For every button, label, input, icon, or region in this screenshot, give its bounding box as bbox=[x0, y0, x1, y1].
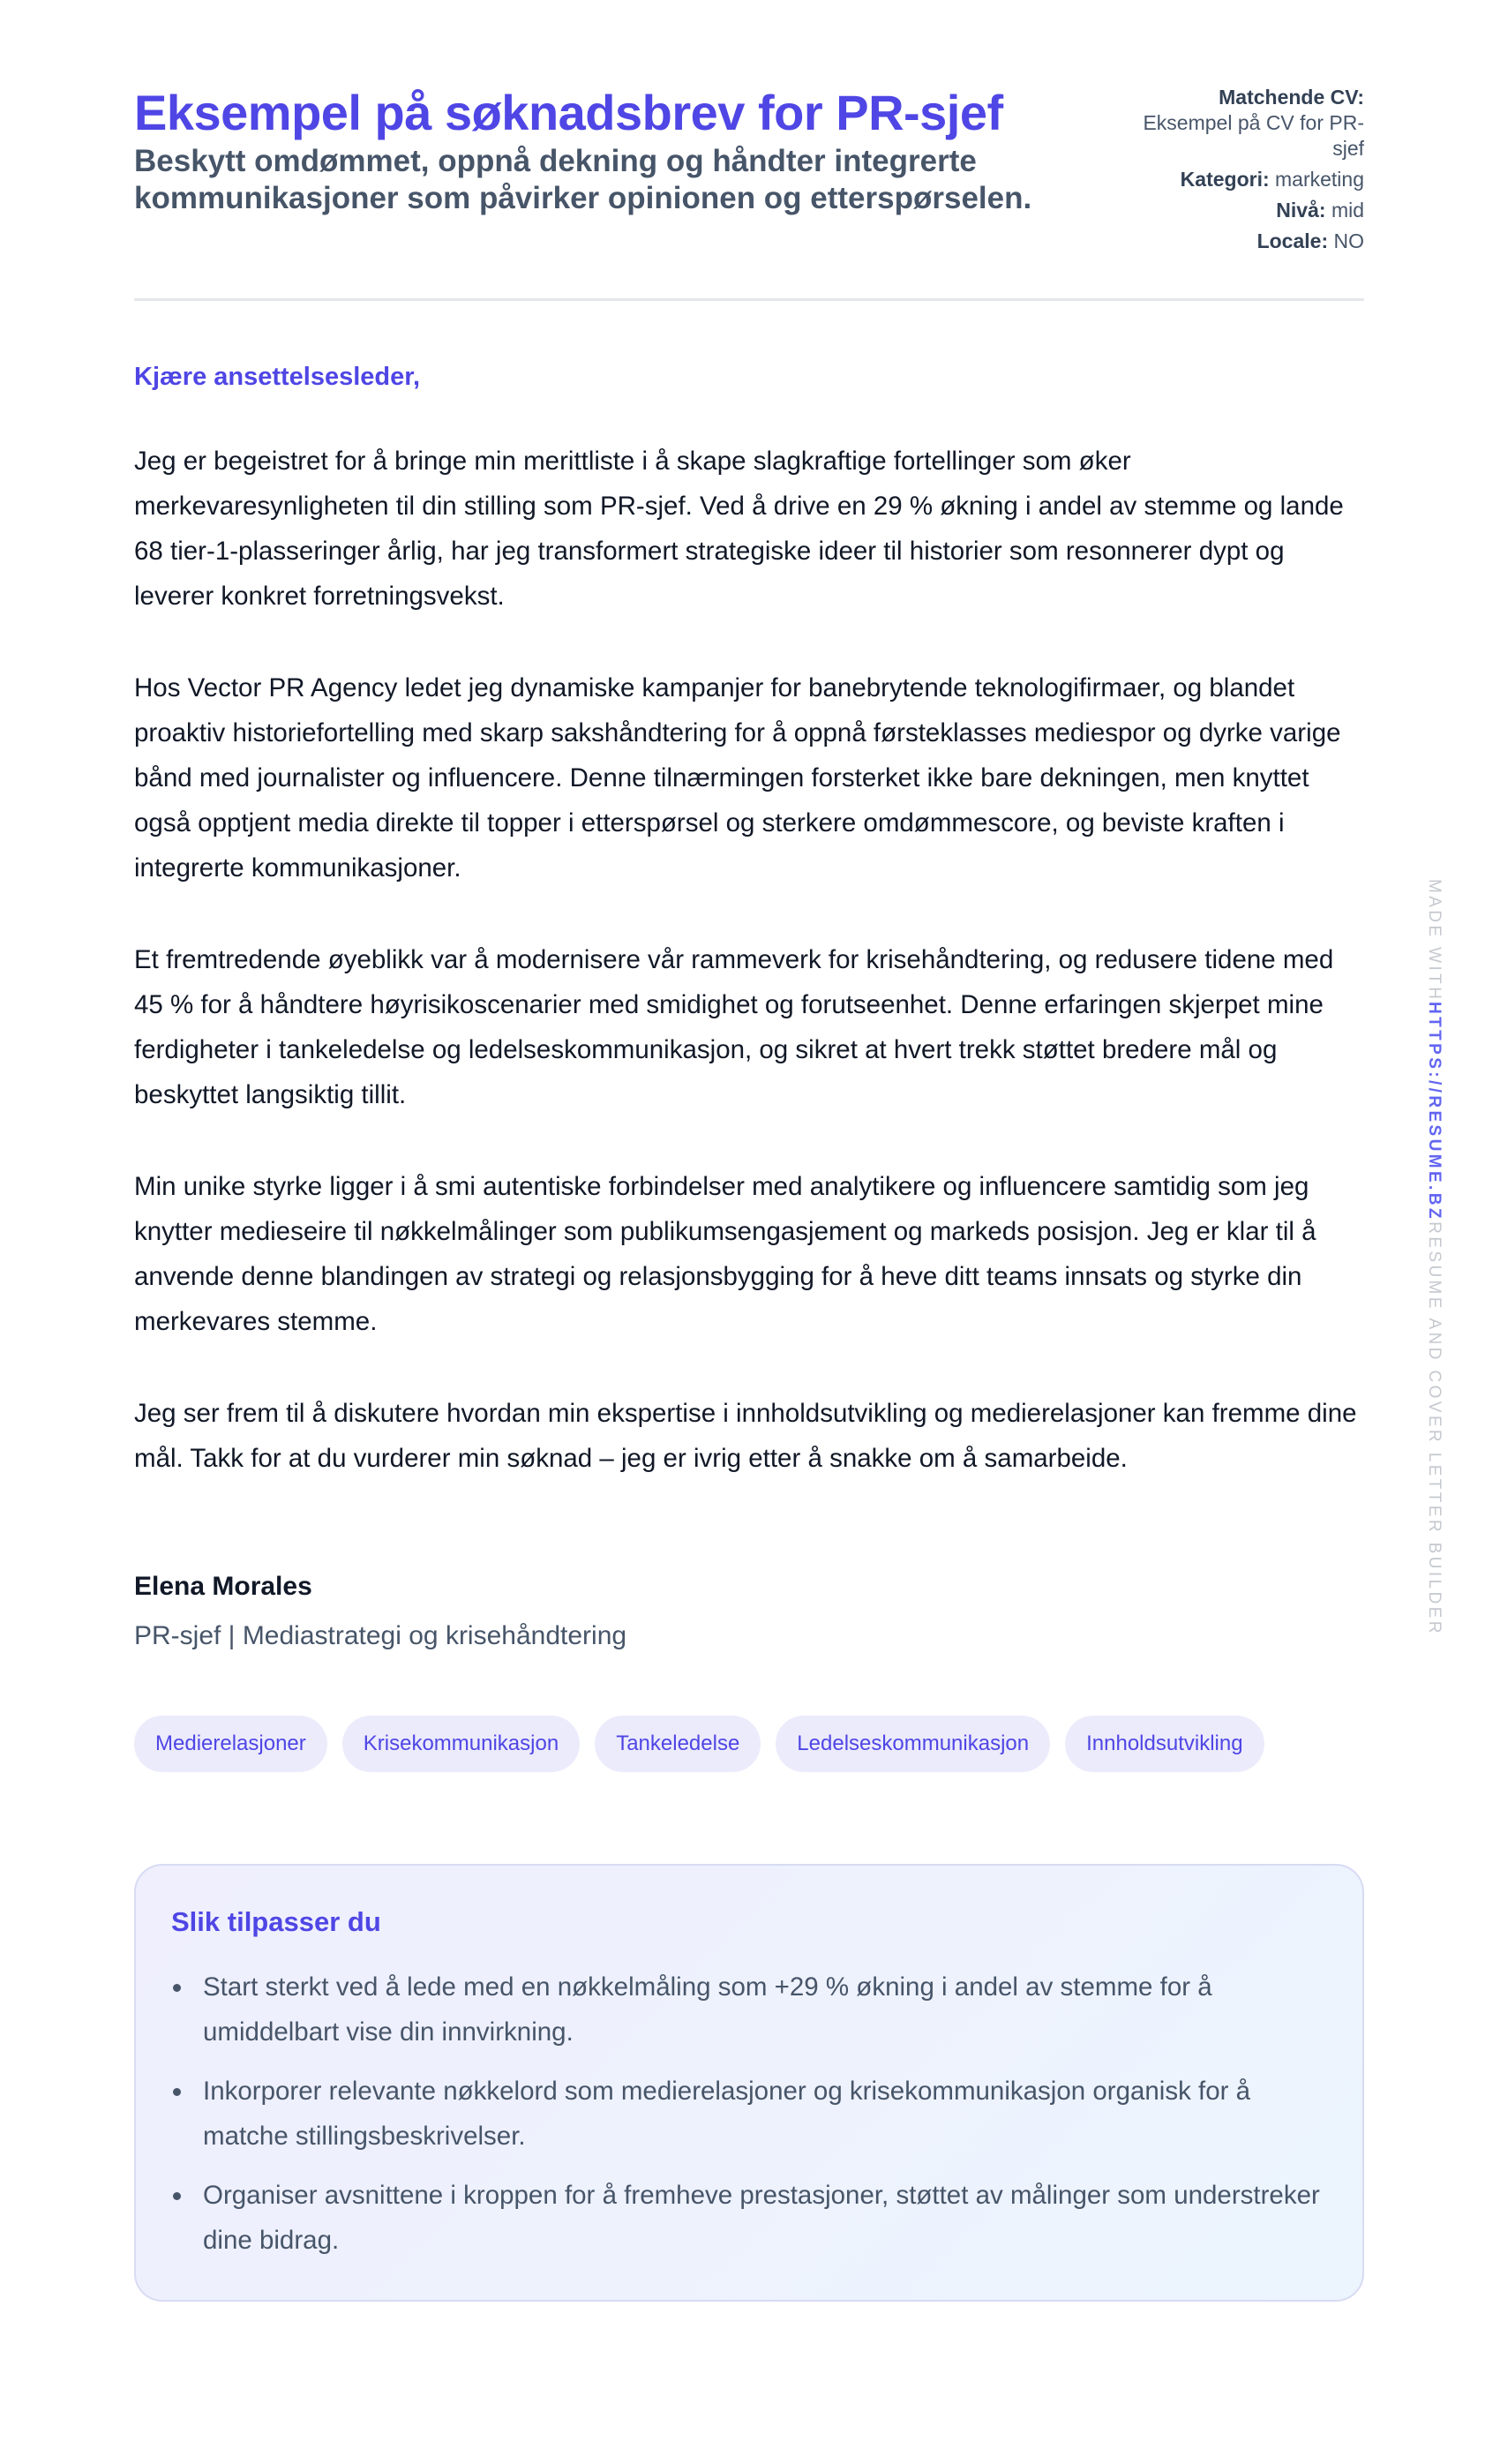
tips-title: Slik tilpasser du bbox=[171, 1906, 381, 1937]
letter-paragraph: Hos Vector PR Agency ledet jeg dynamiske kampanjer for banebrytende teknologifirmaer, og blandet proaktiv historiefortelling med skarp sakshåndtering for å oppnå førsteklasses mediespor og dyrke varige bånd med journalister og influencere. Denne tilnærmingen forsterket ikke bare dekningen, men knyttet også opptjent media direkte til topper i etterspørsel og sterkere omdømmescore, og beviste kraften i integrerte kommunikasjoner. bbox=[134, 673, 1341, 883]
letter-paragraph: Min unike styrke ligger i å smi autentiske forbindelser med analytikere og influencere samtidig som jeg knytter medieseire til nøkkelmålinger som publikumsengasjement og markeds posisjon. Jeg er klar til å anvende denne blandingen av strategi og relasjonsbygging for å heve ditt teams innsats og styrke din merkevares stemme. bbox=[134, 1172, 1316, 1336]
signature-role: PR-sjef | Mediastrategi og krisehåndtering bbox=[134, 1621, 627, 1650]
tip-text: Start sterkt ved å lede med en nøkkelmåling som +29 % økning i andel av stemme for å umiddelbart vise din innvirkning. bbox=[203, 1972, 1212, 2047]
tip-item bbox=[171, 2173, 1327, 2263]
meta-level bbox=[1135, 198, 1364, 223]
page-title: Eksempel på søknadsbrev for PR-sjef bbox=[134, 85, 1003, 140]
watermark-link[interactable]: HTTPS://RESUME.BZ bbox=[1425, 1002, 1444, 1222]
watermark-suffix: RESUME AND COVER LETTER BUILDER bbox=[1425, 1221, 1444, 1636]
meta-category-label: Kategori: bbox=[1180, 168, 1270, 191]
letter-body bbox=[134, 301, 1364, 2302]
meta-level-value: mid bbox=[1331, 199, 1364, 222]
tip-item bbox=[171, 2069, 1327, 2159]
skill-tag: Krisekommunikasjon bbox=[342, 1716, 580, 1772]
customization-tips-box bbox=[134, 1864, 1364, 2302]
meta-matching-cv bbox=[1135, 85, 1364, 162]
skill-tag: Tankeledelse bbox=[595, 1716, 761, 1772]
letter-paragraph: Jeg ser frem til å diskutere hvordan min ekspertise i innholdsutvikling og medierelasjoner kan fremme dine mål. Takk for at du vurderer min søknad – jeg er ivrig etter å snakke om å samarbeide. bbox=[134, 1399, 1357, 1473]
meta-matching-cv-label: Matchende CV: bbox=[1219, 86, 1364, 109]
meta-category bbox=[1135, 167, 1364, 192]
skill-tag: Ledelseskommunikasjon bbox=[776, 1716, 1050, 1772]
skill-tag: Medierelasjoner bbox=[134, 1716, 327, 1772]
letter-greeting: Kjære ansettelsesleder, bbox=[134, 363, 421, 391]
skill-tags bbox=[134, 1716, 1364, 1772]
page-subtitle: Beskytt omdømmet, oppnå dekning og håndter integrerte kommunikasjoner som påvirker opinionen og etterspørselen. bbox=[134, 144, 1032, 215]
tip-text: Inkorporer relevante nøkkelord som medierelasjoner og krisekommunikasjon organisk for å matche stillingsbeskrivelser. bbox=[203, 2077, 1251, 2151]
tip-item bbox=[171, 1964, 1327, 2055]
tip-text: Organiser avsnittene i kroppen for å fremheve prestasjoner, støttet av målinger som understreker dine bidrag. bbox=[203, 2181, 1320, 2255]
watermark-prefix: MADE WITH bbox=[1425, 879, 1444, 1003]
cover-letter-page bbox=[134, 0, 1364, 2302]
made-with-watermark bbox=[1424, 879, 1444, 1636]
meta-locale-value: NO bbox=[1333, 229, 1364, 252]
letter-paragraph: Et fremtredende øyeblikk var å modernisere vår rammeverk for krisehåndtering, og redusere tidene med 45 % for å håndtere høyrisikoscenarier med smidighet og forutseenhet. Denne erfaringen skjerpet mine ferdigheter i tankeledelse og ledelseskommunikasjon, og sikret at hvert trekk støttet bredere mål og beskyttet langsiktig tillit. bbox=[134, 945, 1334, 1109]
tips-list bbox=[171, 1964, 1327, 2263]
bullet-icon bbox=[173, 2088, 181, 2096]
meta-category-value: marketing bbox=[1275, 168, 1364, 191]
bullet-icon bbox=[173, 2192, 181, 2200]
header-title-block bbox=[134, 85, 1122, 217]
signature-block bbox=[134, 1569, 1364, 1654]
meta-locale-label: Locale: bbox=[1256, 229, 1329, 252]
meta-locale bbox=[1135, 229, 1364, 254]
bullet-icon bbox=[173, 1984, 181, 1992]
signature-name: Elena Morales bbox=[134, 1572, 312, 1601]
meta-panel bbox=[1135, 85, 1364, 259]
page-header bbox=[134, 0, 1364, 301]
meta-level-label: Nivå: bbox=[1276, 199, 1326, 222]
meta-matching-cv-link[interactable]: Eksempel på CV for PR-sjef bbox=[1143, 111, 1364, 160]
letter-paragraph: Jeg er begeistret for å bringe min merittliste i å skape slagkraftige fortellinger som øker merkevaresynligheten til din stilling som PR-sjef. Ved å drive en 29 % økning i andel av stemme og lande 68 tier-1-plasseringer årlig, har jeg transformert strategiske ideer til historier som resonnerer dypt og leverer konkret forretningsvekst. bbox=[134, 447, 1344, 611]
skill-tag: Innholdsutvikling bbox=[1065, 1716, 1264, 1772]
